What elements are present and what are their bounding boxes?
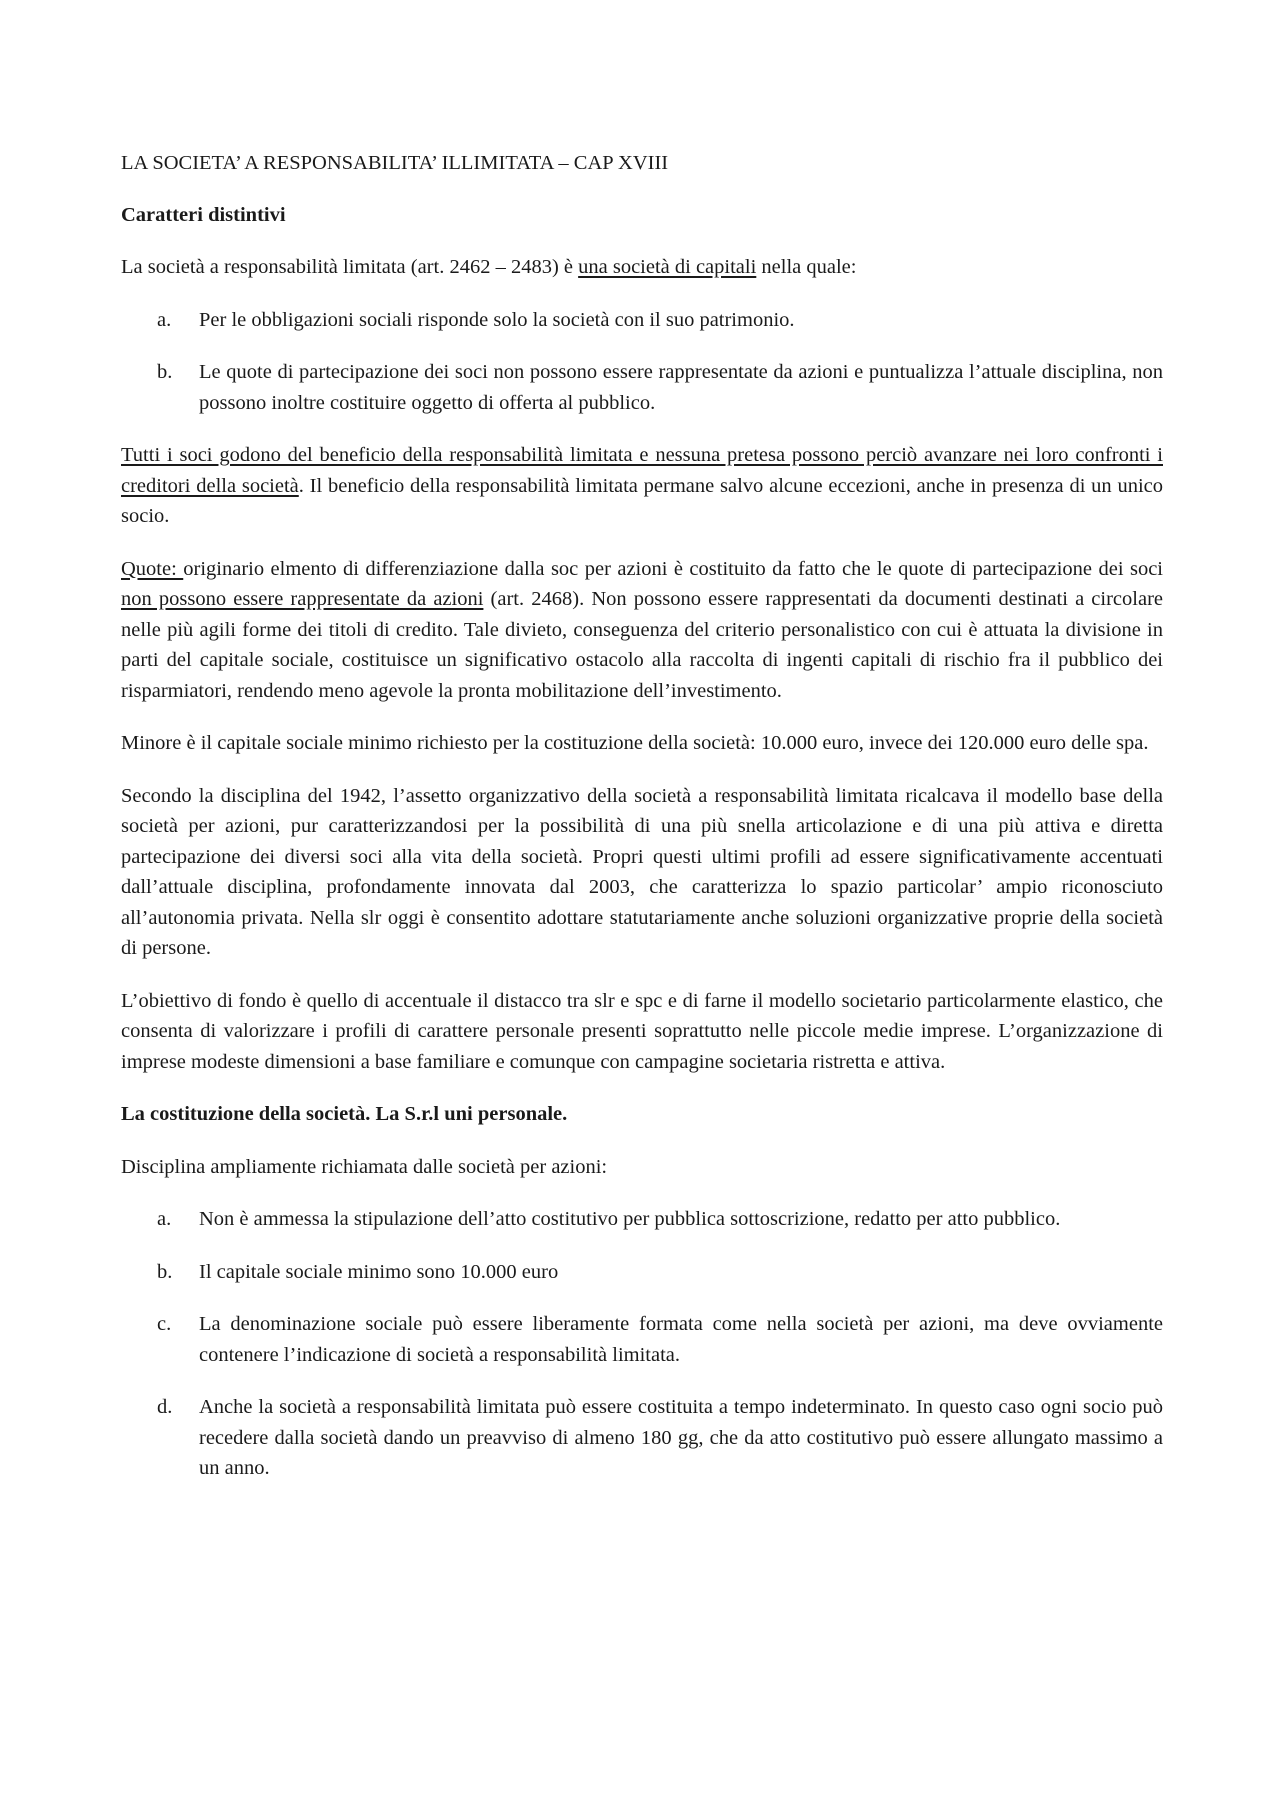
paragraph-text-end: (art. 2468). Non possono essere rappresentati da documenti destinati a circolare nelle più agili forme dei titoli di credito. Tale divieto, conseguenza del criterio personalistico con cui è attuata la divisione in parti del capitale sociale, costituisce un significativo ostacolo alla raccolta di ingenti capitali di rischio fra il pubblico dei risparmiatori, rendendo meno agevole la pronta mobilitazione dell’investimento.: [121, 588, 1163, 702]
list-item-text: Le quote di partecipazione dei soci non possono essere rappresentate da azioni e puntualizza l’attuale disciplina, non possono inoltre costituire oggetto di offerta al pubblico.: [199, 361, 1163, 414]
paragraph-disciplina: Secondo la disciplina del 1942, l’assetto organizzativo della società a responsabilità limitata ricalcava il modello base della società per azioni, pur caratterizzandosi per la possibilità di una più snella articolazione e di una più attiva e diretta partecipazione dei diversi soci alla vita della società. Propri questi ultimi profili ad essere significativamente accentuati dall’attuale disciplina, profondamente innovata dal 2003, che caratterizza lo spazio particolar’ ampio riconosciuto all’autonomia privata. Nella slr oggi è consentito adottare statutariamente anche soluzioni organizzative proprie della società di persone.: [121, 784, 1163, 959]
list-caratteri: [121, 305, 1163, 419]
intro-text-end: nella quale:: [756, 256, 857, 278]
document-title: LA SOCIETA’ A RESPONSABILITA’ ILLIMITATA – CAP XVIII: [121, 152, 669, 174]
paragraph-soci: [121, 440, 1163, 532]
list-item-text: Non è ammessa la stipulazione dell’atto costitutivo per pubblica sottoscrizione, redatto per atto pubblico.: [199, 1208, 1061, 1230]
list-item: [121, 305, 1163, 336]
underlined-phrase: Tutti i soci godono del beneficio della responsabilità limitata e nessuna pretesa possono perciò avanzare nei loro confronti i creditori della società: [121, 444, 1163, 497]
list-item: [121, 1392, 1163, 1484]
list-item: [121, 1204, 1163, 1235]
underlined-phrase: una società di capitali: [578, 256, 757, 278]
list-marker: c.: [157, 1313, 172, 1335]
section-heading-caratteri: Caratteri distintivi: [121, 203, 286, 226]
paragraph-obiettivo: L’obiettivo di fondo è quello di accentuale il distacco tra slr e spc e di farne il modello societario particolarmente elastico, che consenta di valorizzare i profili di carattere personale presenti soprattutto nelle piccole medie imprese. L’organizzazione di imprese modeste dimensioni a base familiare e comunque con campagine societaria ristretta e attiva.: [121, 989, 1163, 1073]
list-costituzione: [121, 1204, 1163, 1484]
section-heading-costituzione: La costituzione della società. La S.r.l uni personale.: [121, 1103, 568, 1125]
list-item-text: Anche la società a responsabilità limitata può essere costituita a tempo indeterminato. In questo caso ogni socio può recedere dalla società dando un preavviso di almeno 180 gg, che da atto costitutivo può essere allungato massimo a un anno.: [199, 1396, 1163, 1479]
paragraph-quote: [121, 554, 1163, 707]
quote-label: Quote:: [121, 557, 184, 580]
list-marker: d.: [157, 1396, 173, 1418]
intro-paragraph: [121, 252, 1163, 283]
list-marker: a.: [157, 308, 172, 331]
document-page: [121, 148, 1163, 1506]
paragraph-text: . Il beneficio della responsabilità limitata permane salvo alcune eccezioni, anche in presenza di un unico socio.: [121, 474, 1163, 527]
list-item: [121, 1257, 1163, 1288]
intro-text: La società a responsabilità limitata (art. 2462 – 2483) è: [121, 256, 579, 278]
list-item: [121, 357, 1163, 418]
list-item-text: Per le obbligazioni sociali risponde solo la società con il suo patrimonio.: [199, 308, 795, 331]
list-marker: b.: [157, 361, 173, 383]
intro-paragraph-costituzione: Disciplina ampliamente richiamata dalle società per azioni:: [121, 1155, 608, 1178]
list-item: [121, 1309, 1163, 1370]
list-marker: b.: [157, 1260, 173, 1283]
list-marker: a.: [157, 1208, 172, 1230]
paragraph-text: originario elmento di differenziazione dalla soc per azioni è costituito da fatto che le quote di partecipazione dei soci: [183, 557, 1163, 580]
list-item-text: La denominazione sociale può essere liberamente formata come nella società per azioni, ma deve ovviamente contenere l’indicazione di società a responsabilità limitata.: [199, 1313, 1163, 1366]
paragraph-capitale: Minore è il capitale sociale minimo richiesto per la costituzione della società: 10.000 euro, invece dei 120.000 euro delle spa.: [121, 732, 1149, 754]
underlined-phrase: non possono essere rappresentate da azioni: [121, 588, 484, 610]
list-item-text: Il capitale sociale minimo sono 10.000 euro: [199, 1260, 559, 1283]
